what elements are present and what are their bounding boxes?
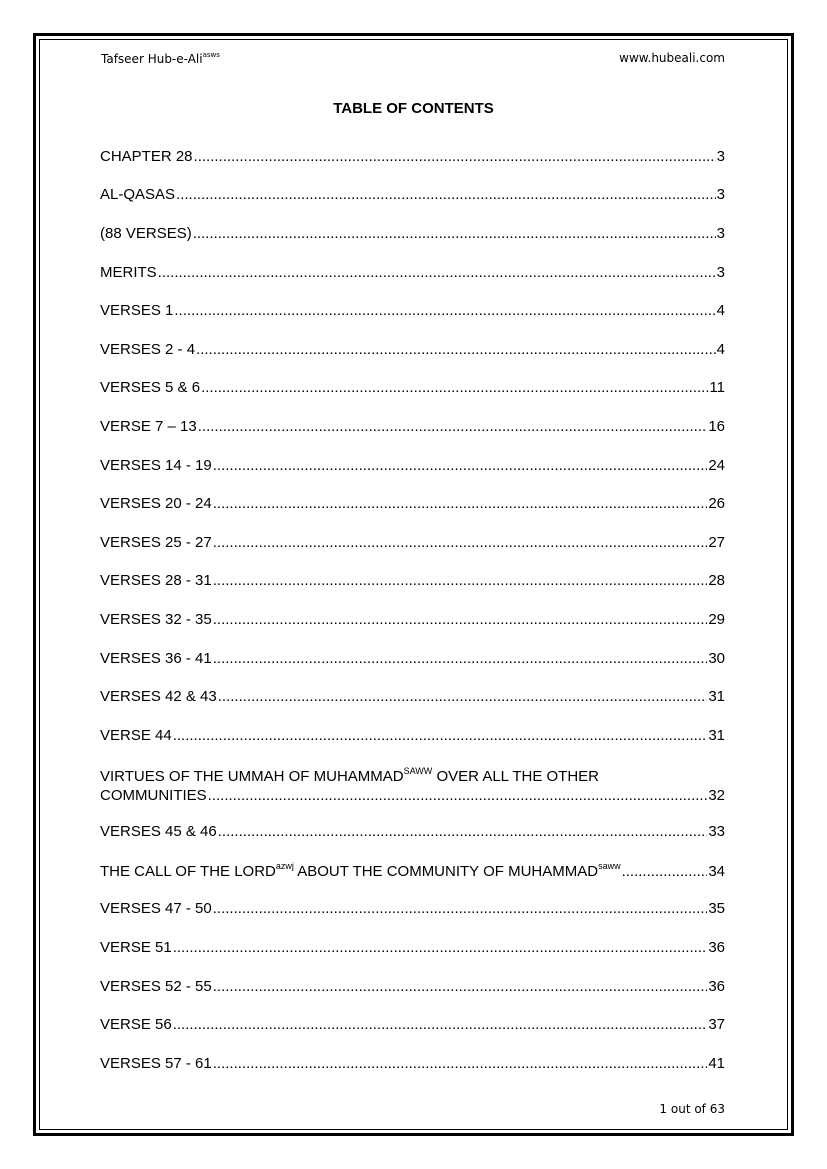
toc-dot-leader bbox=[213, 900, 708, 917]
toc-entry[interactable] bbox=[100, 1044, 725, 1083]
toc-entry-label: VERSES 42 & 43 bbox=[100, 688, 217, 706]
toc-dot-leader bbox=[173, 727, 708, 744]
toc-entry-label-part: OVER ALL THE OTHER bbox=[432, 768, 600, 785]
toc-entry[interactable] bbox=[100, 407, 725, 446]
toc-entry[interactable] bbox=[100, 484, 725, 523]
toc-entry-page: 3 bbox=[716, 224, 725, 242]
toc-entry-label-sup: saww bbox=[598, 860, 621, 871]
toc-dot-leader bbox=[213, 572, 708, 589]
toc-entry-label-line2: COMMUNITIES bbox=[100, 787, 207, 804]
header-book-title-sup: asws bbox=[202, 51, 220, 59]
toc-dot-leader bbox=[198, 418, 708, 435]
toc-entry[interactable] bbox=[100, 330, 725, 369]
toc-entry-page: 36 bbox=[708, 977, 725, 995]
toc-entry-label: VERSES 5 & 6 bbox=[100, 379, 201, 397]
toc-entry-page: 33 bbox=[708, 823, 725, 841]
toc-dot-leader bbox=[158, 264, 716, 281]
toc-entry-label: VERSES 1 bbox=[100, 302, 174, 320]
toc-entry[interactable] bbox=[100, 369, 725, 408]
toc-entry[interactable] bbox=[100, 176, 725, 215]
toc-entry-page: 3 bbox=[716, 186, 725, 204]
toc-entry[interactable] bbox=[100, 639, 725, 678]
toc-entry-page: 37 bbox=[708, 1016, 725, 1034]
toc-dot-leader bbox=[174, 302, 715, 319]
toc-entry-page: 32 bbox=[708, 787, 725, 804]
toc-entry[interactable] bbox=[100, 137, 725, 176]
toc-entry-label: VERSES 36 - 41 bbox=[100, 649, 212, 667]
toc-entry-page: 35 bbox=[708, 900, 725, 918]
toc-entry-label: VERSES 45 & 46 bbox=[100, 823, 217, 841]
toc-entry[interactable] bbox=[100, 253, 725, 292]
toc-entry-page: 31 bbox=[708, 726, 725, 744]
toc-entry[interactable] bbox=[100, 851, 725, 890]
toc-entry-label-line1 bbox=[100, 762, 725, 786]
toc-dot-leader bbox=[173, 1016, 708, 1033]
toc-dot-leader bbox=[173, 939, 708, 956]
toc-entry-label-sup: azwj bbox=[275, 860, 294, 871]
toc-entry-page: 36 bbox=[708, 939, 725, 957]
toc-entry-label-part: ABOUT THE COMMUNITY OF MUHAMMAD bbox=[293, 862, 599, 880]
toc-dot-leader bbox=[213, 978, 708, 995]
toc-entry-label: VERSES 47 - 50 bbox=[100, 900, 212, 918]
toc-entry-label: VERSES 28 - 31 bbox=[100, 572, 212, 590]
toc-dot-leader bbox=[176, 186, 716, 203]
toc-entry-label: VERSES 57 - 61 bbox=[100, 1054, 212, 1072]
toc-entry-page: 27 bbox=[708, 533, 725, 551]
toc-entry-page: 3 bbox=[716, 263, 725, 281]
toc-entry-label: VERSES 20 - 24 bbox=[100, 495, 212, 513]
toc-entry-page: 41 bbox=[708, 1054, 725, 1072]
toc-entry-page: 24 bbox=[708, 456, 725, 474]
toc-entry[interactable] bbox=[100, 523, 725, 562]
toc-entry-page: 4 bbox=[716, 302, 725, 320]
toc-dot-leader bbox=[213, 495, 708, 512]
toc-entry-page: 30 bbox=[708, 649, 725, 667]
toc-dot-leader bbox=[213, 650, 708, 667]
toc-dot-leader bbox=[213, 611, 708, 628]
toc-dot-leader bbox=[193, 225, 716, 242]
toc-dot-leader bbox=[213, 1055, 708, 1072]
toc-entry-label-sup: SAWW bbox=[403, 766, 433, 776]
toc-entry-label: MERITS bbox=[100, 263, 157, 281]
toc-entry[interactable] bbox=[100, 214, 725, 253]
toc-dot-leader bbox=[213, 534, 708, 551]
toc-entry-label: AL-QASAS bbox=[100, 186, 176, 204]
toc-entry-label: VERSE 44 bbox=[100, 726, 172, 744]
toc-dot-leader bbox=[622, 863, 708, 880]
toc-entry[interactable] bbox=[100, 716, 725, 755]
toc-dot-leader bbox=[201, 379, 708, 396]
toc-dot-leader bbox=[196, 341, 716, 358]
toc-entry[interactable] bbox=[100, 562, 725, 601]
toc-entry-label bbox=[100, 861, 621, 880]
toc-entry[interactable] bbox=[100, 446, 725, 485]
toc-entry[interactable] bbox=[100, 1005, 725, 1044]
toc-entry[interactable] bbox=[100, 928, 725, 967]
toc-entry-page: 28 bbox=[708, 572, 725, 590]
toc-entry[interactable] bbox=[100, 600, 725, 639]
toc-entry-label: CHAPTER 28 bbox=[100, 147, 193, 165]
toc-entry-page: 11 bbox=[709, 379, 725, 397]
toc-entry-label: VERSES 14 - 19 bbox=[100, 456, 212, 474]
toc-dot-leader bbox=[218, 823, 708, 840]
toc-entry-page: 26 bbox=[708, 495, 725, 513]
toc-entry-label: VERSE 51 bbox=[100, 939, 172, 957]
toc-entry[interactable] bbox=[100, 677, 725, 716]
toc-entry[interactable] bbox=[100, 755, 725, 813]
toc-entry-label: VERSES 2 - 4 bbox=[100, 340, 196, 358]
footer-page-number: 1 out of 63 bbox=[659, 1102, 725, 1116]
toc-entry-label: VERSES 52 - 55 bbox=[100, 977, 212, 995]
toc-entry[interactable] bbox=[100, 813, 725, 852]
toc-entry-page: 16 bbox=[708, 417, 725, 435]
toc-entry[interactable] bbox=[100, 967, 725, 1006]
toc-entry-page: 34 bbox=[708, 862, 725, 880]
header-website[interactable]: www.hubeali.com bbox=[619, 51, 725, 65]
toc-entry-page: 29 bbox=[708, 610, 725, 628]
toc-dot-leader bbox=[213, 457, 708, 474]
toc-entry-page: 31 bbox=[708, 688, 725, 706]
toc-entry[interactable] bbox=[100, 291, 725, 330]
toc-entry-label-part: THE CALL OF THE LORD bbox=[100, 862, 276, 880]
toc-entry-label: VERSE 7 – 13 bbox=[100, 417, 197, 435]
header-book-title bbox=[101, 51, 220, 66]
toc-entry-label: VERSE 56 bbox=[100, 1016, 172, 1034]
toc-title: TABLE OF CONTENTS bbox=[333, 100, 494, 117]
toc-entry-page: 4 bbox=[716, 340, 725, 358]
toc-entry-label: VERSES 32 - 35 bbox=[100, 610, 212, 628]
toc-dot-leader bbox=[194, 148, 716, 165]
toc-entry-label: (88 VERSES) bbox=[100, 224, 192, 242]
header-book-title-text: Tafseer Hub-e-Ali bbox=[101, 52, 203, 66]
toc-entry-page: 3 bbox=[716, 147, 725, 165]
toc-entry[interactable] bbox=[100, 890, 725, 929]
toc-dot-leader bbox=[218, 688, 708, 705]
toc-entry-label: VERSES 25 - 27 bbox=[100, 533, 212, 551]
table-of-contents bbox=[100, 137, 725, 1083]
toc-dot-leader bbox=[208, 786, 708, 805]
toc-entry-label-part: VIRTUES OF THE UMMAH OF MUHAMMAD bbox=[100, 768, 404, 785]
